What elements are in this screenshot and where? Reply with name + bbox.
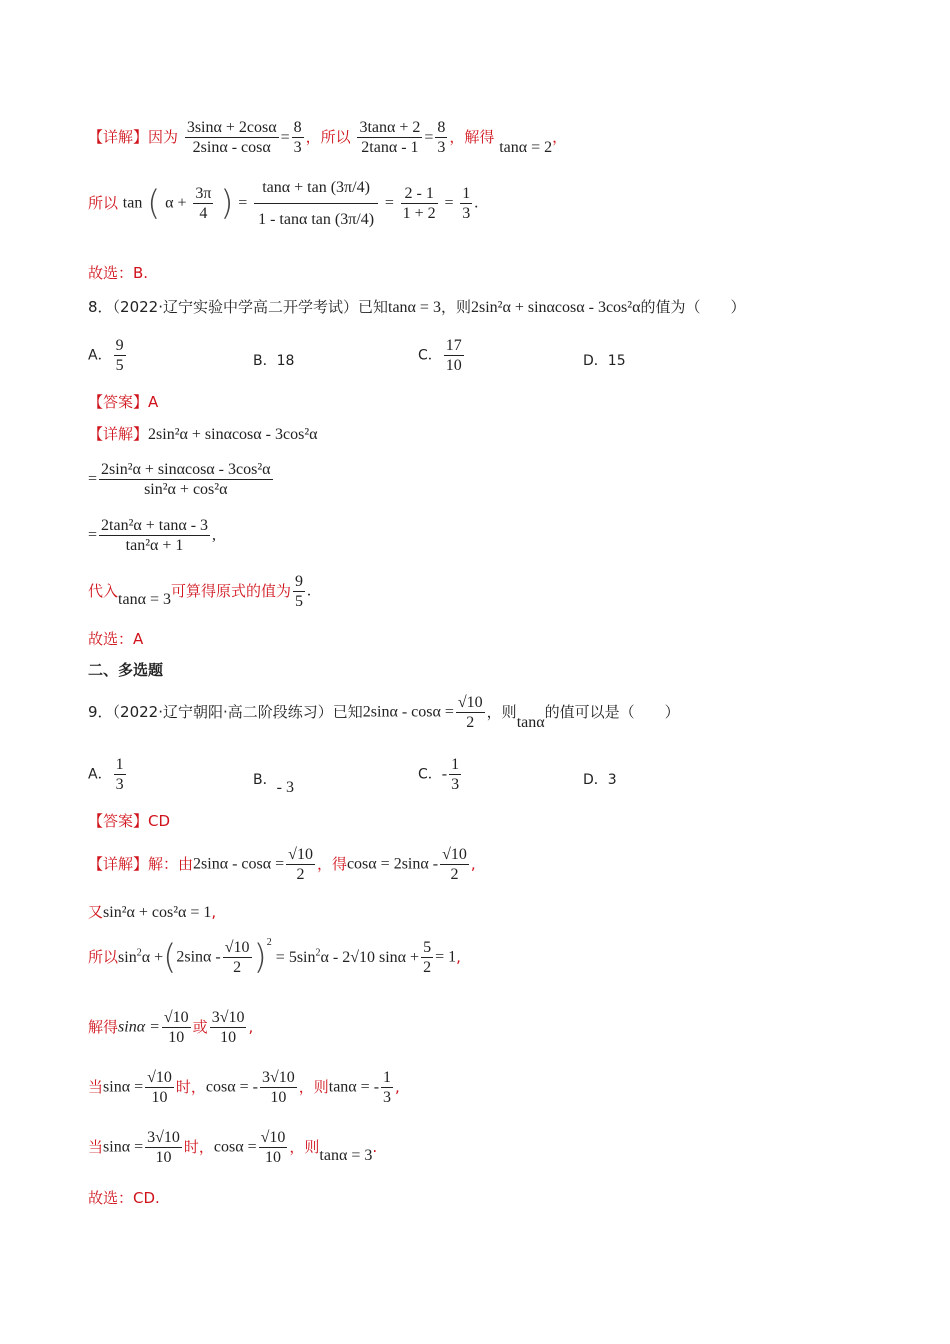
fraction-denominator: tan²α + 1 — [125, 537, 184, 555]
fraction-numerator: 1 — [114, 755, 126, 775]
detail-text: ，则 — [289, 1138, 320, 1157]
fraction-denominator: 10 — [168, 1029, 185, 1047]
detail-expr: 2sin²α + sinαcosα - 3cos²α — [148, 426, 318, 443]
fraction-denominator: 2 — [296, 866, 305, 884]
left-paren: ( — [147, 183, 161, 224]
fraction-numerator: √10 — [259, 1128, 288, 1148]
fraction-2 — [292, 118, 304, 157]
equals-sign: = — [88, 470, 98, 488]
sqrt10-over-2 — [223, 938, 252, 977]
option-letter: C． — [418, 766, 442, 783]
so-text: 所以 — [88, 194, 119, 213]
question-9 — [88, 693, 680, 732]
right-paren: ) — [220, 183, 234, 224]
left-paren: ( — [163, 937, 177, 978]
mid-text: ，则 — [440, 298, 471, 316]
sqrt10-over-10 — [145, 1068, 174, 1107]
detail-text: ，则 — [298, 1078, 329, 1097]
fraction-numerator: 8 — [292, 118, 304, 138]
detail-label: 【详解】 — [88, 128, 149, 147]
fraction-numerator: √10 — [223, 938, 252, 958]
fraction-denominator: 5 — [294, 593, 303, 611]
expr: sinα = — [118, 1018, 160, 1036]
q9-detail-6: 当sinα = $\frac{3√10}{10}$ 时，cosα = $\frac{√10}{10}$ ，则tanα = 3. — [88, 1129, 378, 1167]
fraction-numerator: 1 — [449, 755, 461, 775]
answer-label: 【答案】 — [88, 393, 149, 411]
sqrt10-over-2 — [440, 845, 469, 884]
fraction-numerator: 5 — [421, 938, 433, 958]
fraction-denominator: 1 - tanα tan (3π/4) — [258, 211, 375, 229]
fraction-denominator: 10 — [155, 1149, 172, 1167]
right-paren: ) — [253, 937, 267, 978]
fraction-numerator: 2 - 1 — [401, 184, 438, 204]
detail-line-2 — [88, 172, 478, 235]
question-label: 9．（2022·辽宁朝阳·高二阶段练习）已知 — [88, 703, 363, 722]
option-fraction — [449, 755, 461, 794]
equals-sign: = — [384, 194, 394, 212]
fraction-denominator: 2 — [466, 714, 475, 732]
fraction-numerator: 2tan²α + tanα - 3 — [99, 516, 210, 536]
option-d[interactable] — [583, 350, 626, 370]
equals-sign: = — [444, 194, 454, 212]
sqrt10-over-10 — [259, 1128, 288, 1167]
comma: ， — [552, 128, 568, 147]
fraction-numerator: √10 — [162, 1008, 191, 1028]
fraction-denominator: 10 — [220, 1029, 237, 1047]
question-tail: 的值可以是（ ） — [544, 703, 680, 722]
option-b[interactable] — [253, 350, 294, 370]
option-a[interactable] — [88, 755, 128, 794]
equals-sign: = — [424, 129, 434, 147]
option-sign: - — [441, 765, 448, 783]
option-letter: B． — [253, 353, 277, 369]
fraction-numerator: √10 — [145, 1068, 174, 1088]
q9-detail-2: 又sin²α + cos²α = 1, — [88, 903, 217, 921]
condition-fraction — [456, 693, 485, 732]
step-1 — [88, 460, 275, 499]
3sqrt10-over-10 — [260, 1068, 297, 1107]
detail-line-1 — [88, 118, 567, 157]
fraction-denominator: 3 — [462, 205, 471, 223]
answer-line — [88, 395, 158, 410]
fraction-numerator: 3√10 — [145, 1128, 182, 1148]
period: . — [474, 194, 479, 212]
3sqrt10-over-10 — [210, 1008, 247, 1047]
detail-text: 时， — [183, 1138, 214, 1157]
equals-sign: = — [88, 526, 98, 544]
choose-cd: 故选：CD. — [88, 1189, 160, 1207]
sub-fraction — [293, 572, 305, 611]
expr: cosα = — [213, 1138, 257, 1156]
answer-value: CD — [148, 812, 171, 830]
option-d[interactable] — [583, 769, 617, 789]
detail-text: 解：由 — [148, 855, 194, 874]
five-halves — [421, 938, 433, 977]
section-title: 二、多选题 — [88, 661, 164, 679]
step-2: = $\frac{\text{2tan²α + tanα - 3}}{\text{tan²α + 1}}$ , — [88, 517, 217, 555]
detail-text: 所以 — [88, 948, 119, 967]
question-label: 8．（2022·辽宁实验中学高二开学考试）已知 — [88, 298, 388, 316]
detail-label: 【详解】 — [88, 425, 149, 443]
fraction-numerator: 3sinα + 2cosα — [185, 118, 279, 138]
fraction-3 — [357, 118, 422, 157]
mid-text: ，则 — [486, 703, 517, 722]
3sqrt10-over-10 — [145, 1128, 182, 1167]
question-8 — [88, 300, 745, 316]
fraction-4 — [435, 118, 447, 157]
answer-value: A — [148, 393, 159, 411]
sqrt10-over-10 — [162, 1008, 191, 1047]
fraction-denominator: 4 — [199, 205, 208, 223]
step-fraction — [99, 516, 210, 555]
sub-cond: tanα = 3 — [118, 590, 171, 608]
identity-expr: sin²α + cos²α = 1 — [103, 904, 212, 921]
fraction-denominator: 1 + 2 — [402, 205, 436, 223]
option-letter: A． — [88, 766, 112, 783]
option-fraction — [444, 336, 464, 375]
option-value: - 3 — [276, 779, 294, 796]
fraction-final — [460, 184, 472, 223]
fraction-numerator: 1 — [460, 184, 472, 204]
condition-expr: 2sinα - cosα = — [362, 703, 454, 721]
option-letter: D． — [583, 772, 608, 788]
fraction-denominator: 2 — [423, 959, 432, 977]
option-a[interactable] — [88, 336, 128, 375]
fraction-numerator: √10 — [456, 693, 485, 713]
detail-text: 当 — [88, 1138, 104, 1157]
fraction-denominator: 10 — [270, 1089, 287, 1107]
expr: tanα = 3 — [319, 1146, 373, 1164]
expr: 2sinα - — [176, 948, 221, 966]
q9-detail-1: 【详解】解：由2sinα - cosα = $\frac{√10}{2}$ ，得cosα = 2sinα - $\frac{√10}{2}$ , — [88, 846, 476, 884]
expr: = $5\sin^2\alpha - 2√10$ sinα + — [271, 948, 420, 967]
option-value: 15 — [607, 353, 626, 369]
fraction-numerator: 9 — [114, 336, 126, 356]
fraction-numerator: 9 — [293, 572, 305, 592]
fraction-denominator: 2tanα - 1 — [361, 139, 419, 157]
solve-text: ，解得 — [449, 128, 495, 147]
target-expr: 2sin²α + sinαcosα - 3cos²α — [470, 299, 641, 316]
step-fraction — [99, 460, 272, 499]
q9-detail-5: 当sinα = $\frac{√10}{10}$ 时，cosα = - $\frac{3√10}{10}$ ，则tanα = - $\frac{1}{3}$ , — [88, 1069, 400, 1107]
equals-sign: = — [238, 194, 248, 212]
option-c[interactable] — [418, 336, 466, 375]
equals-sign: = — [280, 129, 290, 147]
detail-text: 时， — [175, 1078, 206, 1097]
answer-label: 【答案】 — [88, 812, 149, 830]
fraction-denominator: 10 — [151, 1089, 168, 1107]
fraction-denominator: 2 — [450, 866, 459, 884]
sqrt10-over-2 — [286, 845, 315, 884]
fraction-denominator: sin²α + cos²α — [144, 481, 228, 499]
fraction-numerator: 3√10 — [210, 1008, 247, 1028]
expr: 2sinα - cosα = — [193, 855, 285, 873]
choose-a: 故选：A — [88, 630, 144, 648]
detail-label: 【详解】 — [88, 855, 149, 874]
or-text: 或 — [192, 1018, 208, 1037]
option-c[interactable] — [418, 755, 463, 794]
detail-text: 解得 — [88, 1018, 119, 1037]
condition-expr: tanα = 3 — [388, 299, 441, 316]
fraction-3pi-4 — [193, 184, 213, 223]
fraction-denominator: 10 — [445, 357, 462, 375]
one-third — [381, 1068, 393, 1107]
fraction-numerator: 3tanα + 2 — [357, 118, 422, 138]
option-fraction — [114, 336, 126, 375]
tan-text: tan — [122, 194, 143, 212]
fraction-numerator: √10 — [286, 845, 315, 865]
choose-b: 故选：B. — [88, 264, 149, 282]
fraction-small — [401, 184, 438, 223]
expr: sinα = — [103, 1078, 144, 1096]
fraction-numerator: 8 — [435, 118, 447, 138]
expr: cosα = - — [205, 1078, 258, 1096]
option-fraction — [114, 755, 126, 794]
question-tail: 的值为（ ） — [640, 298, 746, 316]
result-expr: tanα = 2 — [499, 139, 553, 157]
fraction-numerator: 17 — [444, 336, 464, 356]
fraction-denominator: 2 — [233, 959, 242, 977]
option-letter: C． — [418, 347, 442, 364]
fraction-denominator: 3 — [437, 139, 446, 157]
option-b[interactable] — [253, 769, 294, 796]
target-expr: tanα — [516, 713, 545, 731]
fraction-denominator: 3 — [451, 776, 460, 794]
option-letter: B． — [253, 772, 277, 788]
expr: sinα = — [103, 1138, 144, 1156]
fraction-denominator: 3 — [383, 1089, 392, 1107]
q9-detail-3: 所以$\sin^2\alpha +(2\sin\alpha$ - $\frac{√10}{2}$ )$^2 = 5\sin^2\alpha - 2√10$ sinα + $\frac{5}{2}$ = 1, — [88, 937, 461, 978]
detail-text: 当 — [88, 1078, 104, 1097]
option-letter: A． — [88, 347, 112, 364]
fraction-numerator: tanα + tan (3π/4) — [254, 172, 378, 204]
option-value: 3 — [607, 772, 617, 788]
because-text: 因为 — [148, 128, 179, 147]
fraction-denominator: 3 — [293, 139, 302, 157]
expr: cosα = 2sinα - — [346, 855, 439, 873]
fraction-numerator: 3π — [193, 184, 213, 204]
fraction-numerator: 1 — [381, 1068, 393, 1088]
detail-text: 又 — [88, 903, 104, 921]
detail-line — [88, 427, 318, 443]
expr: = 1 — [435, 948, 457, 966]
fraction-1 — [185, 118, 279, 157]
alpha-plus: α + — [165, 194, 187, 212]
sub-text: 可算得原式的值为 — [170, 582, 291, 601]
fraction-denominator: 10 — [265, 1149, 282, 1167]
sub-prefix: 代入 — [88, 582, 119, 601]
fraction-denominator: 5 — [115, 357, 124, 375]
option-value: 18 — [276, 353, 295, 369]
fraction-big — [254, 172, 378, 235]
expr: $\sin^2\alpha$ + — [118, 948, 164, 967]
fraction-numerator: 3√10 — [260, 1068, 297, 1088]
option-letter: D． — [583, 353, 608, 369]
so-text: ，所以 — [305, 128, 351, 147]
substitution-line: 代入tanα = 3可算得原式的值为 $\frac{9}{5}$ . — [88, 573, 311, 611]
fraction-denominator: 2sinα - cosα — [192, 139, 271, 157]
fraction-denominator: 3 — [115, 776, 124, 794]
answer-line — [88, 814, 170, 829]
detail-text: ，得 — [316, 855, 347, 874]
fraction-numerator: √10 — [440, 845, 469, 865]
fraction-numerator: 2sin²α + sinαcosα - 3cos²α — [99, 460, 272, 480]
expr: tanα = - — [328, 1078, 380, 1096]
q9-detail-4: 解得sinα = $\frac{√10}{10}$ 或 $\frac{3√10}{10}$ , — [88, 1009, 254, 1047]
